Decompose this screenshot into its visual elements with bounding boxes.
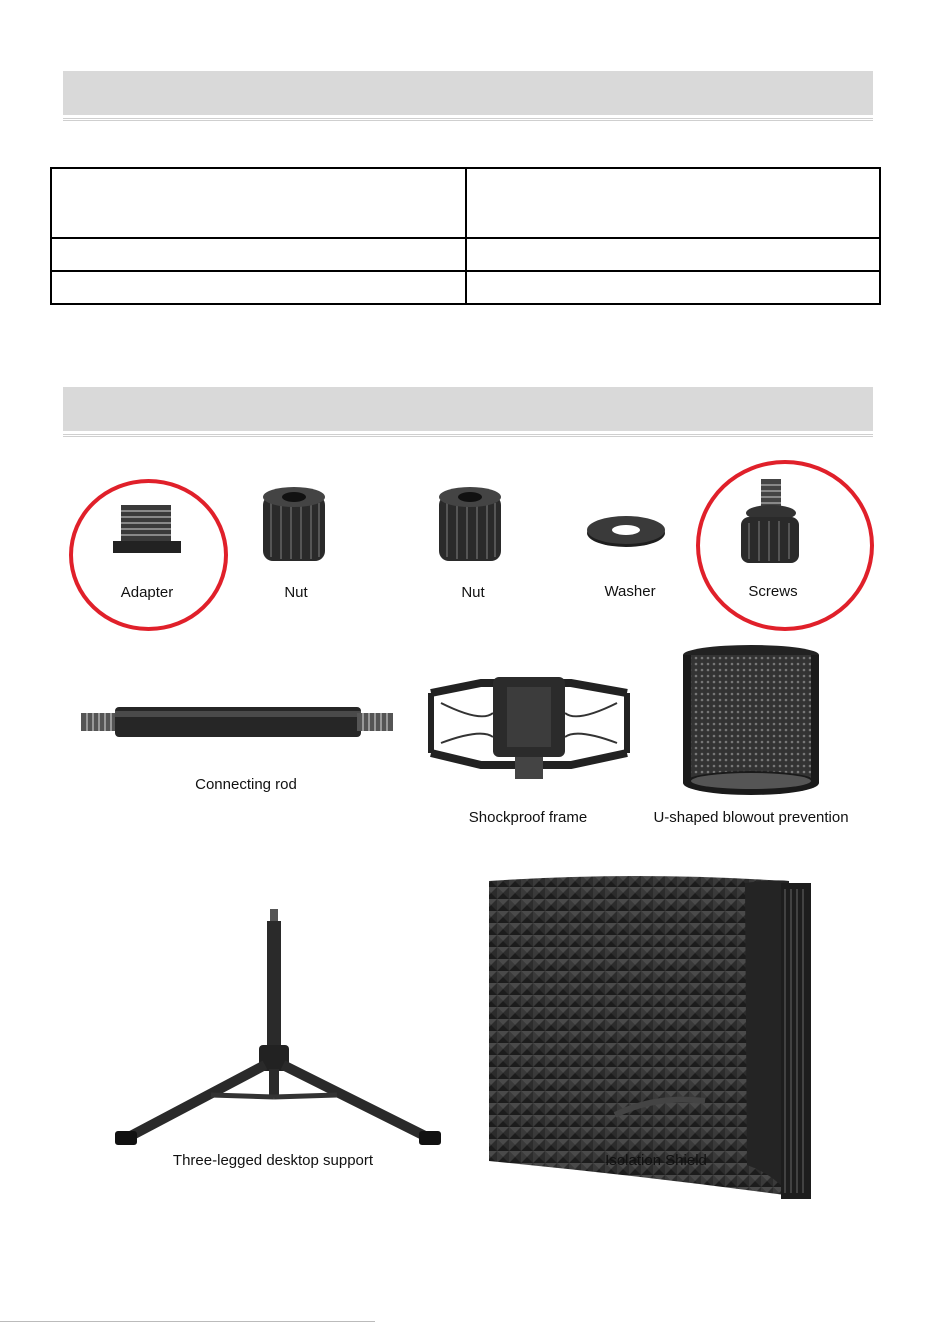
u-shaped-blowout-label: U-shaped blowout prevention	[653, 809, 849, 826]
table-cell	[466, 271, 881, 304]
washer-image	[585, 511, 667, 551]
table-cell	[51, 168, 466, 238]
table-cell	[466, 238, 881, 271]
adapter-label: Adapter	[120, 584, 174, 601]
u-shaped-blowout-image	[681, 643, 821, 799]
connecting-rod-image	[81, 705, 393, 741]
table-cell	[51, 271, 466, 304]
parts-illustration	[63, 453, 878, 1205]
washer-label: Washer	[604, 583, 656, 600]
tripod-label: Three-legged desktop support	[172, 1152, 374, 1169]
section-header-specs	[63, 71, 873, 115]
shockproof-frame-image	[421, 673, 637, 783]
table-cell	[51, 238, 466, 271]
table-row	[51, 238, 880, 271]
table-cell	[466, 168, 881, 238]
spec-table	[50, 167, 881, 305]
connecting-rod-label: Connecting rod	[195, 776, 297, 793]
section-header-parts	[63, 387, 873, 431]
screw-image	[737, 477, 803, 567]
table-row	[51, 271, 880, 304]
section-divider	[63, 118, 873, 121]
table-row	[51, 168, 880, 238]
screws-label: Screws	[748, 583, 798, 600]
nut-label: Nut	[284, 584, 308, 601]
nut-label: Nut	[461, 584, 485, 601]
adapter-image	[113, 503, 185, 558]
page-bottom-rule	[0, 1321, 375, 1322]
tripod-image	[111, 909, 446, 1149]
nut-image	[435, 483, 507, 567]
shockproof-frame-label: Shockproof frame	[468, 809, 588, 826]
section-divider	[63, 434, 873, 437]
isolation-shield-label: Isolation Shield	[605, 1152, 707, 1169]
nut-image	[259, 483, 331, 567]
